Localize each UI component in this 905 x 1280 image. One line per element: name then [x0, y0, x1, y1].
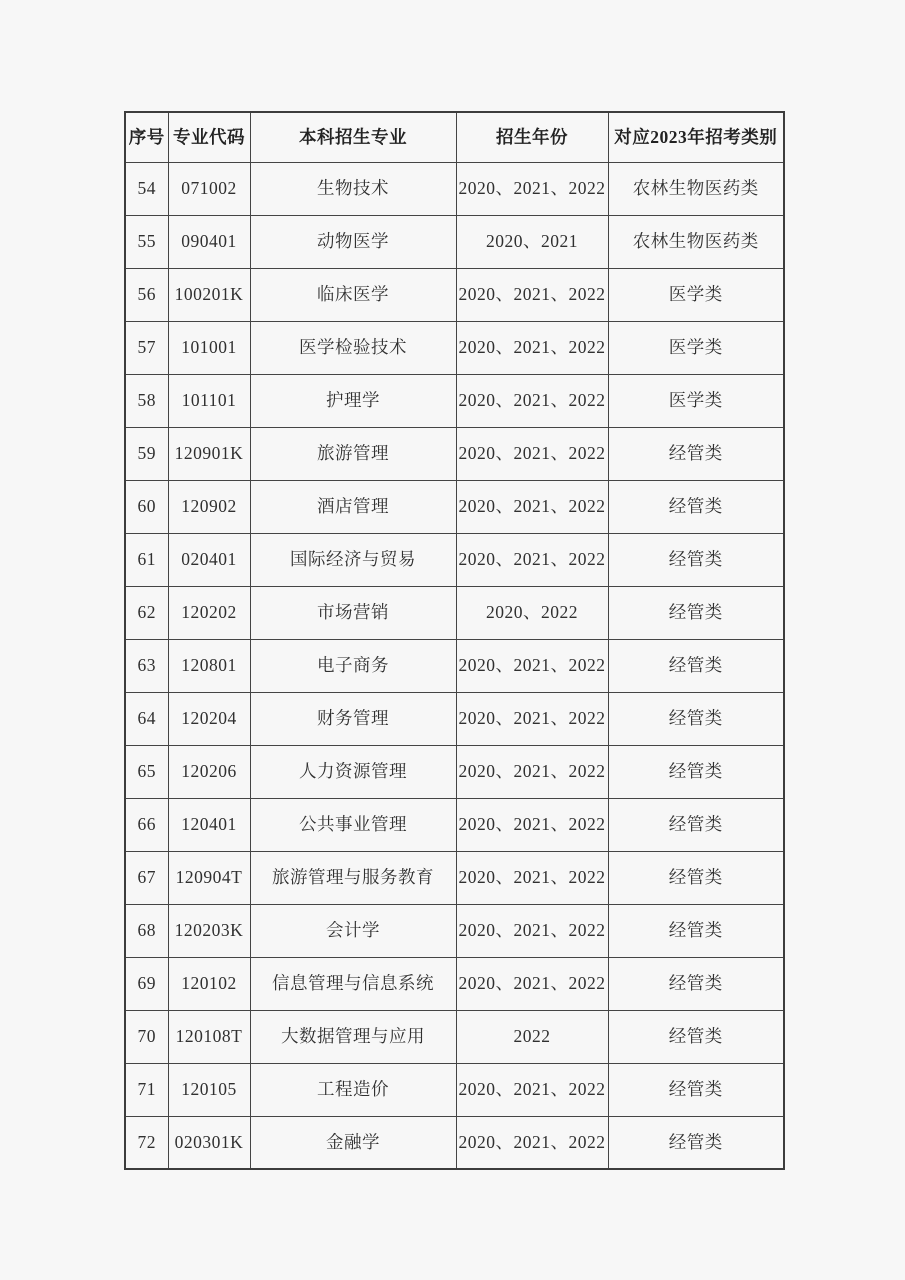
cell-category: 经管类: [608, 1063, 784, 1116]
cell-seq: 65: [125, 745, 168, 798]
cell-category: 农林生物医药类: [608, 162, 784, 215]
cell-seq: 57: [125, 321, 168, 374]
cell-code: 071002: [168, 162, 250, 215]
cell-category: 经管类: [608, 904, 784, 957]
cell-seq: 67: [125, 851, 168, 904]
cell-years: 2020、2021、2022: [456, 639, 608, 692]
header-major: 本科招生专业: [250, 112, 456, 162]
cell-code: 120901K: [168, 427, 250, 480]
table-row: [125, 692, 784, 745]
cell-code: 120108T: [168, 1010, 250, 1063]
cell-category: 经管类: [608, 798, 784, 851]
cell-major: 财务管理: [250, 692, 456, 745]
cell-major: 医学检验技术: [250, 321, 456, 374]
cell-years: 2020、2021、2022: [456, 427, 608, 480]
cell-code: 020401: [168, 533, 250, 586]
cell-major: 信息管理与信息系统: [250, 957, 456, 1010]
table-row: [125, 533, 784, 586]
cell-code: 101101: [168, 374, 250, 427]
cell-code: 101001: [168, 321, 250, 374]
cell-seq: 60: [125, 480, 168, 533]
cell-code: 120904T: [168, 851, 250, 904]
table-row: [125, 215, 784, 268]
cell-category: 农林生物医药类: [608, 215, 784, 268]
cell-category: 经管类: [608, 586, 784, 639]
cell-years: 2020、2021、2022: [456, 374, 608, 427]
table-row: [125, 427, 784, 480]
cell-code: 100201K: [168, 268, 250, 321]
cell-category: 经管类: [608, 851, 784, 904]
table-row: [125, 1063, 784, 1116]
cell-major: 动物医学: [250, 215, 456, 268]
table-header: [125, 112, 784, 162]
cell-years: 2020、2021、2022: [456, 745, 608, 798]
cell-seq: 68: [125, 904, 168, 957]
table-row: [125, 851, 784, 904]
cell-major: 大数据管理与应用: [250, 1010, 456, 1063]
header-code: 专业代码: [168, 112, 250, 162]
cell-years: 2020、2021、2022: [456, 904, 608, 957]
cell-years: 2020、2021、2022: [456, 480, 608, 533]
table-row: [125, 745, 784, 798]
cell-major: 市场营销: [250, 586, 456, 639]
header-years: 招生年份: [456, 112, 608, 162]
table-row: [125, 321, 784, 374]
table-row: [125, 586, 784, 639]
cell-code: 120801: [168, 639, 250, 692]
cell-years: 2020、2021、2022: [456, 851, 608, 904]
table-body: [125, 162, 784, 1169]
cell-years: 2020、2021、2022: [456, 321, 608, 374]
table-row: [125, 957, 784, 1010]
cell-seq: 55: [125, 215, 168, 268]
cell-seq: 58: [125, 374, 168, 427]
cell-years: 2022: [456, 1010, 608, 1063]
cell-years: 2020、2021、2022: [456, 798, 608, 851]
table-row: [125, 268, 784, 321]
cell-seq: 72: [125, 1116, 168, 1169]
cell-years: 2020、2021、2022: [456, 692, 608, 745]
cell-years: 2020、2021、2022: [456, 533, 608, 586]
cell-category: 经管类: [608, 427, 784, 480]
cell-major: 金融学: [250, 1116, 456, 1169]
cell-category: 经管类: [608, 480, 784, 533]
cell-category: 经管类: [608, 1010, 784, 1063]
cell-seq: 61: [125, 533, 168, 586]
table-row: [125, 798, 784, 851]
cell-major: 生物技术: [250, 162, 456, 215]
cell-category: 经管类: [608, 745, 784, 798]
cell-category: 经管类: [608, 1116, 784, 1169]
table-row: [125, 1010, 784, 1063]
cell-category: 经管类: [608, 639, 784, 692]
cell-category: 经管类: [608, 533, 784, 586]
cell-seq: 56: [125, 268, 168, 321]
cell-major: 国际经济与贸易: [250, 533, 456, 586]
cell-category: 医学类: [608, 268, 784, 321]
cell-major: 旅游管理: [250, 427, 456, 480]
cell-years: 2020、2022: [456, 586, 608, 639]
cell-seq: 59: [125, 427, 168, 480]
cell-code: 120102: [168, 957, 250, 1010]
cell-code: 120902: [168, 480, 250, 533]
cell-years: 2020、2021、2022: [456, 957, 608, 1010]
cell-code: 020301K: [168, 1116, 250, 1169]
cell-major: 旅游管理与服务教育: [250, 851, 456, 904]
header-seq: 序号: [125, 112, 168, 162]
table-row: [125, 1116, 784, 1169]
cell-seq: 62: [125, 586, 168, 639]
cell-major: 临床医学: [250, 268, 456, 321]
cell-code: 120204: [168, 692, 250, 745]
cell-major: 酒店管理: [250, 480, 456, 533]
cell-code: 120105: [168, 1063, 250, 1116]
cell-years: 2020、2021、2022: [456, 1063, 608, 1116]
cell-code: 120202: [168, 586, 250, 639]
cell-seq: 54: [125, 162, 168, 215]
cell-seq: 66: [125, 798, 168, 851]
cell-seq: 64: [125, 692, 168, 745]
header-row: [125, 112, 784, 162]
cell-major: 公共事业管理: [250, 798, 456, 851]
cell-major: 护理学: [250, 374, 456, 427]
cell-major: 人力资源管理: [250, 745, 456, 798]
cell-category: 医学类: [608, 374, 784, 427]
cell-category: 医学类: [608, 321, 784, 374]
cell-seq: 63: [125, 639, 168, 692]
cell-code: 120203K: [168, 904, 250, 957]
table-row: [125, 374, 784, 427]
cell-code: 120206: [168, 745, 250, 798]
cell-seq: 70: [125, 1010, 168, 1063]
cell-years: 2020、2021: [456, 215, 608, 268]
table-row: [125, 904, 784, 957]
cell-code: 120401: [168, 798, 250, 851]
admission-majors-table: [124, 111, 785, 1170]
header-category: 对应2023年招考类别: [608, 112, 784, 162]
table-row: [125, 639, 784, 692]
cell-code: 090401: [168, 215, 250, 268]
cell-major: 会计学: [250, 904, 456, 957]
cell-seq: 71: [125, 1063, 168, 1116]
cell-years: 2020、2021、2022: [456, 1116, 608, 1169]
cell-category: 经管类: [608, 957, 784, 1010]
cell-category: 经管类: [608, 692, 784, 745]
cell-seq: 69: [125, 957, 168, 1010]
cell-years: 2020、2021、2022: [456, 268, 608, 321]
table-row: [125, 480, 784, 533]
cell-years: 2020、2021、2022: [456, 162, 608, 215]
table-row: [125, 162, 784, 215]
cell-major: 工程造价: [250, 1063, 456, 1116]
cell-major: 电子商务: [250, 639, 456, 692]
